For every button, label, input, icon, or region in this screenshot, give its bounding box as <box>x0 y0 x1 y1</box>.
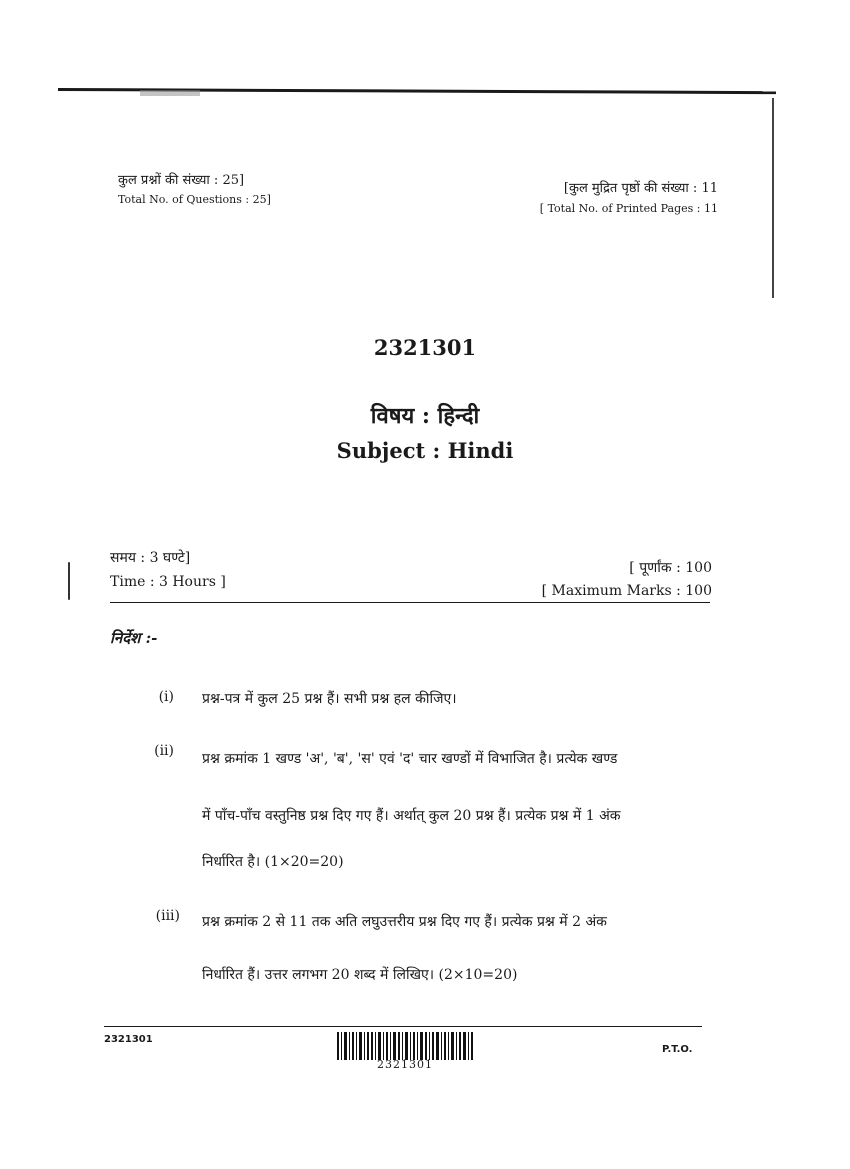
barcode-number: 2321301 <box>377 1058 433 1071</box>
total-questions-hindi: कुल प्रश्नों की संख्या : 25] <box>118 173 245 188</box>
header-divider <box>110 602 710 603</box>
instruction-number: (ii) <box>154 743 174 759</box>
instruction-line: निर्धारित हैं। उत्तर लगभग 20 शब्द में लिखिए। (2×10=20) <box>202 967 518 983</box>
left-margin-mark <box>68 562 70 600</box>
instruction-line: में पाँच-पाँच वस्तुनिष्ठ प्रश्न दिए गए हैं। अर्थात् कुल 20 प्रश्न हैं। प्रत्येक प्रश्न में 1 अंक <box>202 808 621 824</box>
barcode-image <box>335 1028 475 1060</box>
time-hindi: समय : 3 घण्टे] <box>110 550 191 566</box>
instructions-heading: निर्देश :- <box>110 629 158 647</box>
instruction-number: (iii) <box>155 908 180 924</box>
footer-divider <box>104 1026 702 1027</box>
instruction-number: (i) <box>158 689 174 705</box>
total-pages-hindi: [कुल मुद्रित पृष्ठों की संख्या : 11 <box>563 181 718 196</box>
instruction-line: प्रश्न-पत्र में कुल 25 प्रश्न हैं। सभी प्रश्न हल कीजिए। <box>202 691 457 707</box>
total-pages-english: [ Total No. of Printed Pages : 11 <box>539 202 718 215</box>
right-edge-mark <box>772 98 774 298</box>
subject-hindi: विषय : हिन्दी <box>370 403 480 429</box>
instruction-line: प्रश्न क्रमांक 2 से 11 तक अति लघुउत्तरीय प्रश्न दिए गए हैं। प्रत्येक प्रश्न में 2 अंक <box>202 914 607 930</box>
instruction-line: निर्धारित है। (1×20=20) <box>202 854 344 870</box>
subject-english: Subject : Hindi <box>336 438 514 463</box>
paper-code: 2321301 <box>373 335 477 360</box>
time-english: Time : 3 Hours ] <box>110 574 226 590</box>
scan-smudge <box>140 90 200 96</box>
footer-paper-code: 2321301 <box>104 1034 153 1045</box>
total-questions-english: Total No. of Questions : 25] <box>118 193 271 206</box>
pto-label: P.T.O. <box>662 1044 693 1055</box>
instruction-line: प्रश्न क्रमांक 1 खण्ड 'अ', 'ब', 'स' एवं 'द' चार खण्डों में विभाजित है। प्रत्येक खण्ड <box>202 751 618 767</box>
max-marks-english: [ Maximum Marks : 100 <box>541 583 712 599</box>
max-marks-hindi: [ पूर्णांक : 100 <box>629 560 712 576</box>
